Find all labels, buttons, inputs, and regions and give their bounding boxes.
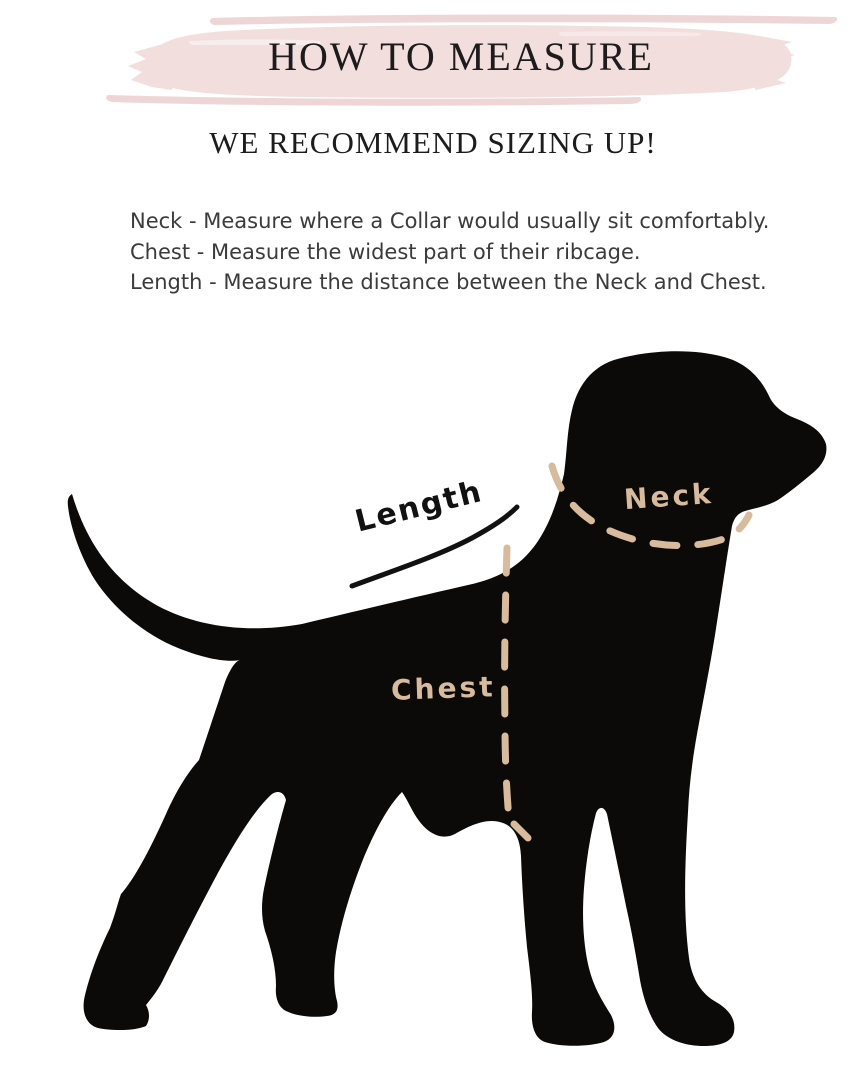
length-label: Length [351, 474, 487, 540]
page-title: HOW TO MEASURE [268, 34, 654, 79]
page-subtitle: WE RECOMMEND SIZING UP! [209, 125, 657, 160]
instruction-length: Length - Measure the distance between the Neck and Chest. [130, 270, 767, 295]
neck-label: Neck [622, 476, 715, 517]
chest-label: Chest [390, 670, 497, 707]
instruction-neck: Neck - Measure where a Collar would usually sit comfortably. [130, 209, 770, 233]
instruction-chest: Chest - Measure the widest part of their ribcage. [130, 239, 641, 264]
